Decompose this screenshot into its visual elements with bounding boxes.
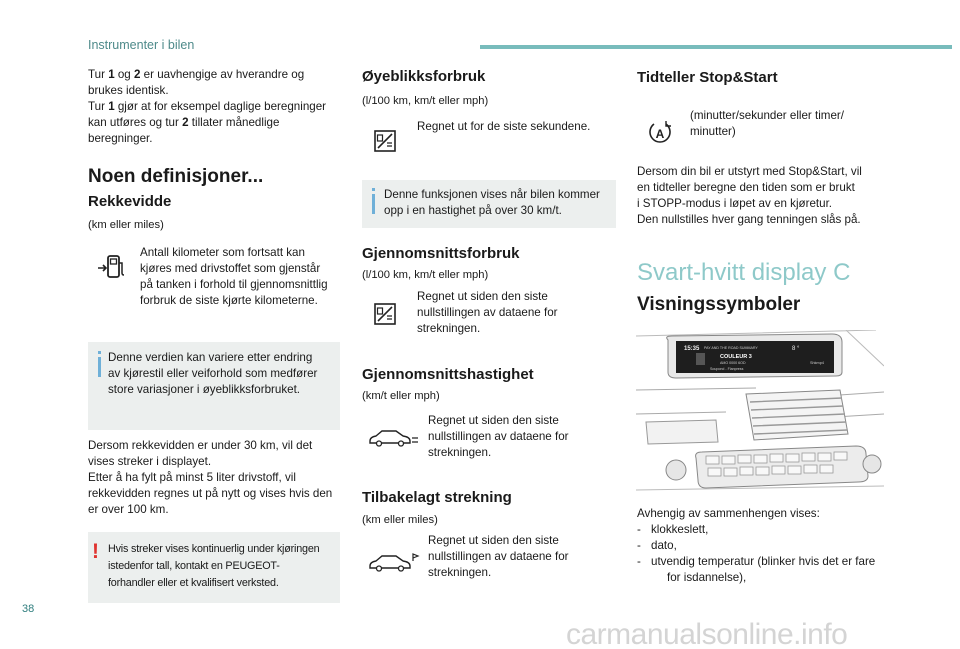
- svg-text:8 °: 8 °: [792, 346, 800, 352]
- intro-paragraph: Tur 1 og 2 er uavhengige av hverandre og brukes identisk. Tur 1 gjør at for eksempel daglige beregninger kan utføres og tur 2 tillater månedlige beregninger.: [88, 68, 327, 145]
- instant-consumption-unit: (l/100 km, km/t eller mph): [362, 95, 489, 107]
- page-number: 38: [22, 603, 35, 615]
- list-item: - utvendig temperatur (blinker hvis det er fare: [637, 555, 876, 568]
- stop-start-icon: [647, 118, 673, 146]
- stopstart-heading: Tidteller Stop&Start: [637, 69, 778, 86]
- range-heading: Rekkevidde: [88, 193, 172, 210]
- stopstart-paragraph: Dersom din bil er utstyrt med Stop&Start, vil en tidteller beregne den tiden som er brukt i STOPP-modus i løpet av en kjøretur. Den nullstilles hver gang tenningen slås på.: [637, 165, 862, 226]
- dashboard-photo: [636, 330, 884, 496]
- definitions-heading: Noen definisjoner...: [88, 166, 264, 187]
- fuel-pump-icon: [97, 254, 127, 280]
- svg-text:COULEUR 3: COULEUR 3: [720, 354, 752, 360]
- stopstart-unit: (minutter/sekunder eller timer/ minutter): [690, 109, 844, 138]
- warning-box: ! Hvis streker vises kontinuerlig under kjøringen istedenfor tall, kontakt en PEUGEOT- forhandler eller et kvalifisert verksted.: [88, 532, 340, 603]
- svg-text:A: A: [655, 127, 665, 141]
- instant-consumption-heading: Øyeblikksforbruk: [362, 68, 486, 85]
- car-speed-icon: [368, 428, 420, 448]
- avg-consumption-heading: Gjennomsnittsforbruk: [362, 245, 520, 262]
- avg-speed-unit: (km/t eller mph): [362, 390, 440, 402]
- svg-text:Soupond - Flanpress: Soupond - Flanpress: [710, 367, 744, 371]
- list-item: - klokkeslett,: [637, 523, 709, 536]
- avg-consumption-unit: (l/100 km, km/t eller mph): [362, 269, 489, 281]
- svg-text:Shkmp4: Shkmp4: [810, 361, 824, 365]
- car-distance-icon: [368, 551, 420, 573]
- info-bar-icon: [372, 194, 375, 214]
- avg-speed-description: Regnet ut siden den siste nullstillingen av dataene for strekningen.: [428, 414, 569, 459]
- display-context-list: [637, 522, 907, 586]
- list-item: - dato,: [637, 539, 677, 552]
- warning-exclamation-icon: !: [92, 540, 99, 563]
- instant-consumption-description: Regnet ut for de siste sekundene.: [417, 120, 591, 133]
- display-context-intro: Avhengig av sammenhengen vises:: [637, 507, 820, 520]
- section-title: Instrumenter i bilen: [88, 38, 195, 52]
- svg-text:15:35: 15:35: [684, 346, 700, 352]
- svg-text:PAY AND THE ROAD SUMMARY: PAY AND THE ROAD SUMMARY: [704, 346, 758, 350]
- info-bar-icon: [98, 357, 101, 377]
- range-description: Antall kilometer som fortsatt kan kjøres med drivstoffet som gjenstår på tanken i forhold til gjennomsnittlig forbruk de siste kjørte kilometerne.: [140, 246, 328, 307]
- fuel-consumption-icon: [374, 130, 396, 152]
- avg-fuel-consumption-icon: [374, 303, 396, 325]
- display-c-heading: Svart-hvitt display C: [637, 259, 851, 286]
- info-box-speed: Denne funksjonen vises når bilen kommer opp i en hastighet på over 30 km/t.: [362, 180, 616, 228]
- list-item-continuation: for isdannelse),: [667, 571, 747, 584]
- info-dot-icon: [98, 351, 101, 354]
- avg-consumption-description: Regnet ut siden den siste nullstillingen av dataene for strekningen.: [417, 290, 558, 335]
- header-accent-bar: [480, 45, 952, 49]
- info-box-range: Denne verdien kan variere etter endring av kjørestil eller veiforhold som medfører store variasjoner i øyeblikksforbruket.: [88, 342, 340, 430]
- info-dot-icon: [372, 188, 375, 191]
- range-paragraph: Dersom rekkevidden er under 30 km, vil det vises streker i displayet. Etter å ha fylt på minst 5 liter drivstoff, vil rekkevidden regnes ut på nytt og vises hvis den er over 100 km.: [88, 439, 333, 516]
- svg-text:AMO 0000 6OD: AMO 0000 6OD: [720, 361, 746, 365]
- distance-heading: Tilbakelagt strekning: [362, 489, 512, 506]
- avg-speed-heading: Gjennomsnittshastighet: [362, 366, 534, 383]
- range-unit: (km eller miles): [88, 219, 164, 231]
- watermark: carmanualsonline.info: [566, 618, 848, 649]
- display-symbols-heading: Visningssymboler: [637, 294, 801, 315]
- distance-unit: (km eller miles): [362, 514, 438, 526]
- distance-description: Regnet ut siden den siste nullstillingen av dataene for strekningen.: [428, 534, 569, 579]
